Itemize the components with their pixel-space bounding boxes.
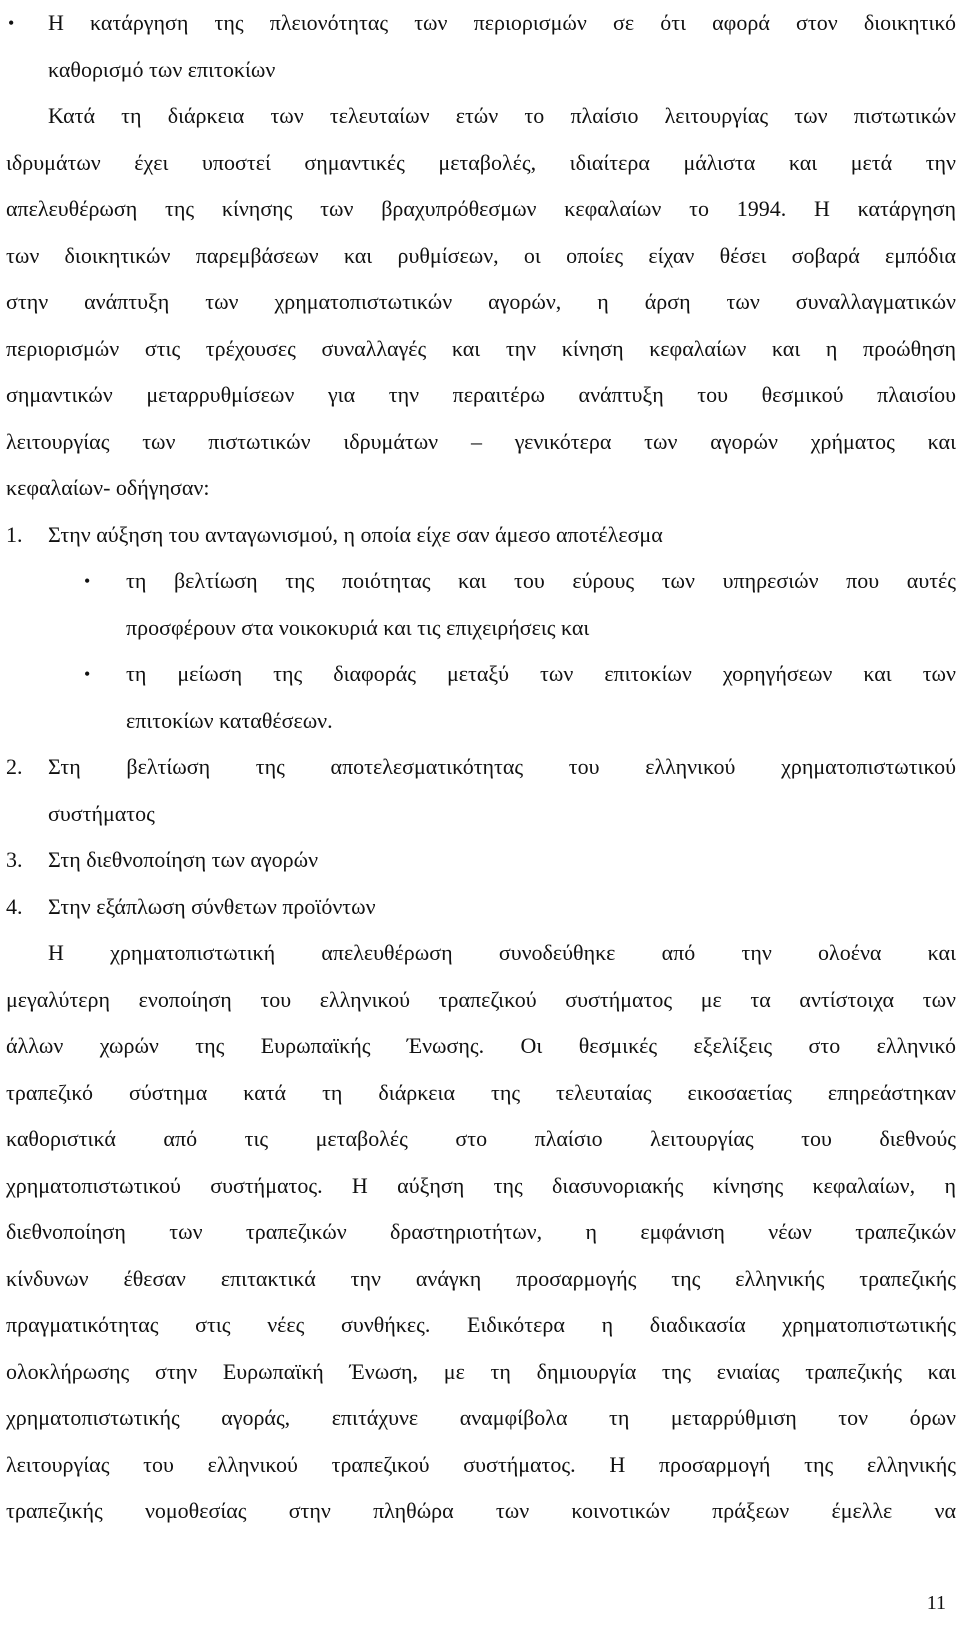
- item-number: 2.: [6, 754, 23, 779]
- intro-line: ιδρυμάτων έχει υποστεί σημαντικές μεταβολές, ιδιαίτερα μάλιστα και μετά την: [6, 149, 956, 175]
- closing-line: πραγματικότητας στις νέες συνθήκες. Ειδικότερα η διαδικασία χρηματοπιστωτικής: [6, 1312, 956, 1337]
- closing-line: άλλων χωρών της Ευρωπαϊκής Ένωσης. Οι θεσμικές εξελίξεις στο ελληνικό: [6, 1033, 956, 1058]
- intro-line: κεφαλαίων- οδήγησαν:: [6, 475, 210, 500]
- intro-line: απελευθέρωση της κίνησης των βραχυπρόθεσμων κεφαλαίων το 1994. Η κατάργηση: [6, 196, 956, 221]
- page-number: 11: [926, 1592, 946, 1614]
- numbered-item-2-cont: συστήματος: [48, 800, 155, 826]
- sub-bullet-1-cont: προσφέρουν στα νοικοκυριά και τις επιχειρήσεις και: [126, 614, 590, 640]
- closing-line: διεθνοποίηση των τραπεζικών δραστηριοτήτων, η εμφάνιση νέων τραπεζικών: [6, 1219, 956, 1244]
- intro-line: περιορισμών στις τρέχουσες συναλλαγές και την κίνηση κεφαλαίων και η προώθηση: [6, 335, 956, 361]
- bullet-icon: •: [84, 664, 91, 684]
- item-number: 1.: [6, 521, 23, 547]
- sub-bullet-2: • τη μείωση της διαφοράς μεταξύ των επιτοκίων χορηγήσεων και των: [6, 651, 956, 698]
- bullet-icon: •: [8, 13, 15, 33]
- closing-line: τραπεζικής νομοθεσίας στην πληθώρα των κοινοτικών πράξεων έμελλε να: [6, 1498, 956, 1523]
- intro-line: των διοικητικών παρεμβάσεων και ρυθμίσεων, οι οποίες είχαν θέσει σοβαρά εμπόδια: [6, 242, 956, 268]
- intro-line: σημαντικών μεταρρυθμίσεων για την περαιτέρω ανάπτυξη του θεσμικού πλαισίου: [6, 382, 956, 407]
- closing-line: Η χρηματοπιστωτική απελευθέρωση συνοδεύθηκε από την ολοένα και: [48, 940, 956, 965]
- intro-line: λειτουργίας των πιστωτικών ιδρυμάτων – γενικότερα των αγορών χρήματος και: [6, 428, 956, 454]
- numbered-item-4: 4. Στην εξάπλωση σύνθετων προϊόντων: [6, 884, 956, 931]
- numbered-item-1: 1. Στην αύξηση του ανταγωνισμού, η οποία είχε σαν άμεσο αποτέλεσμα: [6, 512, 956, 559]
- numbered-item-3: 3. Στη διεθνοποίηση των αγορών: [6, 837, 956, 884]
- closing-line: χρηματοπιστωτικού συστήματος. Η αύξηση της διασυνοριακής κίνησης κεφαλαίων, η: [6, 1172, 956, 1198]
- closing-line: χρηματοπιστωτικής αγοράς, επιτάχυνε αναμφίβολα τη μεταρρύθμιση τον όρων: [6, 1405, 956, 1430]
- bullet-icon: •: [84, 571, 91, 591]
- closing-line: ολοκλήρωσης στην Ευρωπαϊκή Ένωση, με τη δημιουργία της ενιαίας τραπεζικής και: [6, 1358, 956, 1384]
- heading-line-2: καθορισμό των επιτοκίων: [48, 56, 276, 82]
- closing-line: κίνδυνων έθεσαν επιτακτικά την ανάγκη προσαρμογής της ελληνικής τραπεζικής: [6, 1265, 956, 1291]
- document-page: [6, 0, 956, 1535]
- closing-line: λειτουργίας του ελληνικού τραπεζικού συστήματος. Η προσαρμογή της ελληνικής: [6, 1451, 956, 1477]
- closing-line: τραπεζικό σύστημα κατά τη διάρκεια της τελευταίας εικοσαετίας επηρεάστηκαν: [6, 1079, 956, 1105]
- closing-line: καθοριστικά από τις μεταβολές στο πλαίσιο λειτουργίας του διεθνούς: [6, 1126, 956, 1151]
- numbered-item-2: 2. Στη βελτίωση της αποτελεσματικότητας του ελληνικού χρηματοπιστωτικού: [6, 744, 956, 791]
- sub-bullet-2-cont: επιτοκίων καταθέσεων.: [126, 707, 333, 733]
- intro-line: Κατά τη διάρκεια των τελευταίων ετών το πλαίσιο λειτουργίας των πιστωτικών: [48, 103, 956, 128]
- sub-bullet-1: • τη βελτίωση της ποιότητας και του εύρους των υπηρεσιών που αυτές: [6, 558, 956, 605]
- closing-line: μεγαλύτερη ενοποίηση του ελληνικού τραπεζικού συστήματος με τα αντίστοιχα των: [6, 986, 956, 1012]
- heading-line-1: • Η κατάργηση της πλειονότητας των περιορισμών σε ότι αφορά στον διοικητικό: [6, 0, 956, 47]
- item-number: 4.: [6, 893, 23, 919]
- intro-line: στην ανάπτυξη των χρηματοπιστωτικών αγορών, η άρση των συναλλαγματικών: [6, 289, 956, 314]
- item-number: 3.: [6, 847, 23, 872]
